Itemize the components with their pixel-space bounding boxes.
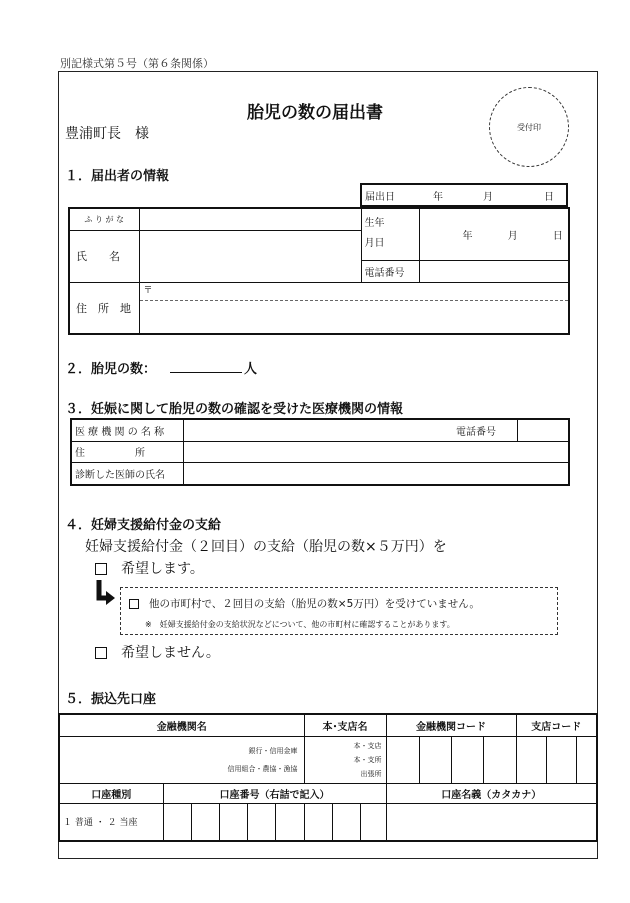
reception-stamp-label: 受付印 <box>517 122 541 132</box>
reception-stamp-circle <box>489 87 569 167</box>
branch-name-field[interactable] <box>304 736 386 783</box>
medical-institution-table <box>70 418 570 486</box>
section3-heading: ３．妊娠に関して胎児の数の確認を受けた医療機関の情報 <box>65 402 404 417</box>
account-number-digit-pair[interactable] <box>247 803 304 841</box>
other-municipality-option <box>129 596 480 611</box>
account-number-digit[interactable] <box>191 803 219 841</box>
want-label: 希望します。 <box>121 561 204 577</box>
benefit-intro-text: 妊婦支援給付金（２回目）の支給（胎児の数×５万円）を <box>85 539 447 555</box>
institution-phone-label: 電話番号 <box>453 419 517 441</box>
account-type-field[interactable]: １ 普通 ・ ２ 当座 <box>59 803 163 841</box>
section4-heading: ４．妊婦支援給付金の支給 <box>65 518 222 533</box>
filing-date-label: 届出日 <box>365 191 395 203</box>
fetus-count-field[interactable] <box>170 372 242 373</box>
institution-name-label: 医 療 機 関 の 名 称 <box>71 419 183 441</box>
branch-type-office: 本・支所 <box>353 755 382 764</box>
header-account-holder: 口座名義（カタカナ） <box>386 783 597 803</box>
want-option <box>95 558 204 578</box>
filing-date-month: 月 <box>483 191 493 203</box>
address-label: 住 所 地 <box>69 282 139 334</box>
account-number-digit[interactable] <box>332 803 360 841</box>
account-holder-field[interactable] <box>386 803 597 841</box>
bank-account-table <box>58 713 598 842</box>
section2-heading: ２．胎児の数： <box>65 362 157 377</box>
address-field[interactable] <box>139 282 569 334</box>
header-branch-name: 本･支店名 <box>304 714 386 736</box>
applicant-table <box>68 207 570 335</box>
confirmation-note: ※ 妊婦支援給付金の支給状況などについて、他の市町村に確認することがあります。 <box>145 620 455 629</box>
institution-code-digit[interactable] <box>419 736 451 783</box>
header-account-type: 口座種別 <box>59 783 163 803</box>
name-label: 氏 名 <box>69 230 139 282</box>
form-reference: 別記様式第５号（第６条関係） <box>60 57 214 70</box>
filing-date-day: 日 <box>544 191 554 203</box>
institution-code-digit[interactable] <box>483 736 516 783</box>
account-number-digit[interactable] <box>219 803 247 841</box>
section1-heading: １．届出者の情報 <box>65 169 170 184</box>
filing-date-year: 年 <box>433 191 443 203</box>
fetus-count-unit: 人 <box>244 362 258 377</box>
institution-name-field[interactable] <box>59 736 304 783</box>
header-institution-name: 金融機関名 <box>59 714 304 736</box>
other-municipality-checkbox[interactable] <box>129 599 139 609</box>
filing-date-table <box>360 183 568 207</box>
account-number-digit[interactable] <box>304 803 332 841</box>
furigana-label: ふ り が な <box>69 208 139 230</box>
account-number-digit[interactable] <box>163 803 191 841</box>
branch-code-digit[interactable] <box>516 736 546 783</box>
header-account-number: 口座番号（右詰で記入） <box>163 783 386 803</box>
form-title: 胎児の数の届出書 <box>247 103 383 123</box>
birthdate-label-2: 月日 <box>364 238 385 250</box>
phone-field[interactable] <box>419 260 569 282</box>
header-branch-code: 支店コード <box>516 714 597 736</box>
institution-type-bank: 銀行・信用金庫 <box>248 746 298 755</box>
other-municipality-label: 他の市町村で、２回目の支給（胎児の数×5万円）を受けていません。 <box>149 598 480 610</box>
section5-heading: ５．振込先口座 <box>65 692 157 707</box>
phone-label: 電話番号 <box>361 260 419 282</box>
want-checkbox[interactable] <box>95 563 107 575</box>
birthdate-label-1: 生年 <box>364 218 385 230</box>
not-want-option <box>95 642 220 662</box>
doctor-name-label: 診断した医師の氏名 <box>71 463 183 485</box>
birthdate-field[interactable] <box>419 208 569 260</box>
institution-code-digit[interactable] <box>386 736 419 783</box>
other-municipality-box <box>120 587 558 635</box>
institution-code-digit[interactable] <box>451 736 483 783</box>
birth-year-unit: 年 <box>462 230 473 242</box>
account-number-digit[interactable] <box>360 803 386 841</box>
doctor-name-field[interactable] <box>183 463 569 485</box>
furigana-field[interactable] <box>139 208 361 230</box>
down-right-arrow-icon <box>93 580 119 610</box>
postal-code-mark: 〒 <box>140 283 569 301</box>
institution-address-label: 住 所 <box>71 441 183 463</box>
institution-address-field[interactable] <box>183 441 569 463</box>
header-institution-code: 金融機関コード <box>386 714 516 736</box>
not-want-checkbox[interactable] <box>95 647 107 659</box>
birth-month-unit: 月 <box>507 230 518 242</box>
name-field[interactable] <box>139 230 361 282</box>
institution-type-coop: 信用組合・農協・漁協 <box>227 764 298 773</box>
addressee: 豊浦町長 様 <box>65 126 149 142</box>
branch-code-digit[interactable] <box>546 736 576 783</box>
branch-code-digit[interactable] <box>576 736 597 783</box>
birth-day-unit: 日 <box>552 230 563 242</box>
branch-type-sub: 出張所 <box>360 769 382 778</box>
institution-name-field[interactable] <box>183 419 453 441</box>
institution-phone-field[interactable] <box>517 419 569 441</box>
branch-type-branch: 本・支店 <box>353 741 382 750</box>
not-want-label: 希望しません。 <box>121 645 220 661</box>
